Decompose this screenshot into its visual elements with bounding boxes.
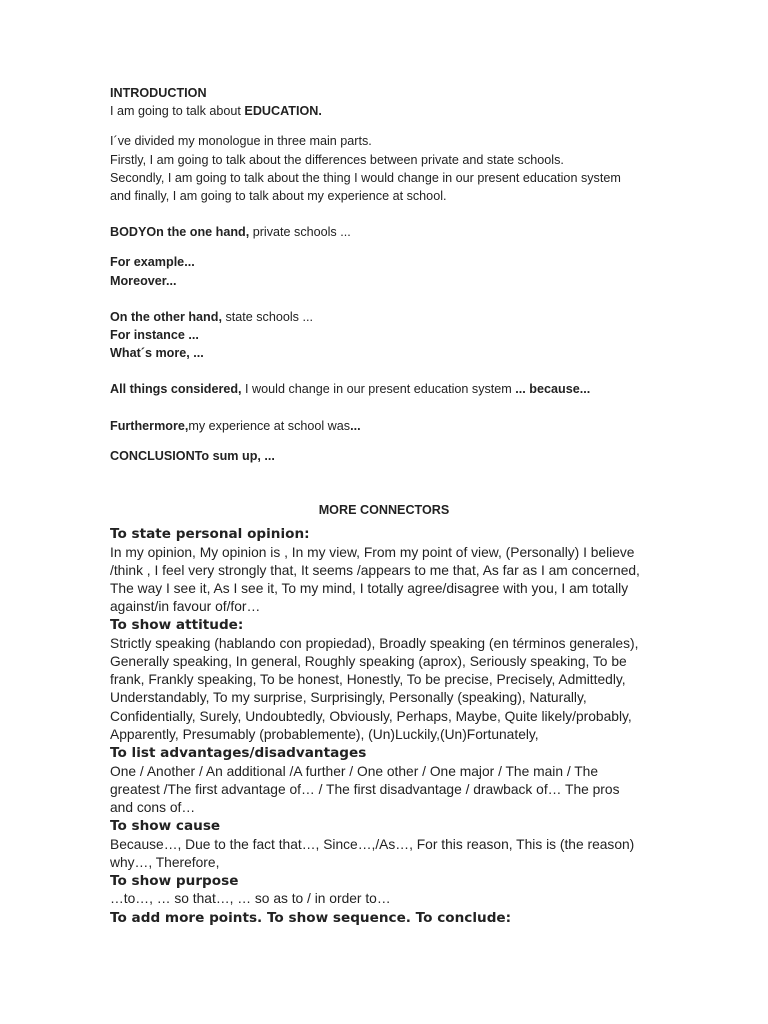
furthermore-end: ... [350,418,361,433]
plan-line: Firstly, I am going to talk about the differences between private and state schools. [110,152,564,167]
document-page [110,84,670,927]
intro-topic-line [110,102,670,120]
other-hand-line [110,308,670,326]
connector-section-line: Confidentially, Surely, Undoubtedly, Obviously, Perhaps, Maybe, Quite likely/probably, [110,708,632,724]
connector-section-line: greatest /The first advantage of… / The first disadvantage / drawback of… The pros [110,781,620,797]
plan-line: and finally, I am going to talk about my experience at school. [110,189,447,204]
furthermore-line [110,417,670,435]
other-hand-label: On the other hand, [110,309,222,324]
body-intro-line [110,223,670,241]
plan-line: Secondly, I am going to talk about the thing I would change in our present education system [110,170,621,185]
furthermore-label: Furthermore, [110,418,189,433]
for-instance-line: For instance ... [110,328,199,343]
connector-section-heading: To add more points. To show sequence. To conclude: [110,909,512,926]
conclusion-line: CONCLUSIONTo sum up, ... [110,448,275,463]
connector-section-line: and cons of… [110,799,196,815]
considered-line [110,380,670,398]
body-text: private schools ... [249,225,351,240]
connector-section-heading: To list advantages/disadvantages [110,745,367,762]
connector-section-line: One / Another / An additional /A further / One other / One major / The main / The [110,763,599,779]
connectors-title: MORE CONNECTORS [318,503,450,518]
connector-section-line: Strictly speaking (hablando con propiedad), Broadly speaking (en términos generales), [110,635,639,651]
connector-section-heading: To show cause [110,818,221,835]
considered-end: ... because... [515,382,591,397]
plan-line: I´ve divided my monologue in three main parts. [110,134,372,149]
other-hand-text: state schools ... [221,309,313,324]
considered-label: All things considered, [110,382,242,397]
for-example-line: For example... [110,255,195,270]
moreover-line: Moreover... [110,273,177,288]
connector-section-line: Apparently, Presumably (probablemente), (Un)Luckily,(Un)Fortunately, [110,726,539,742]
connector-section-line: Generally speaking, In general, Roughly speaking (aprox), Seriously speaking, To be [110,654,627,670]
connectors-sections [110,525,670,927]
connector-section-line: Because…, Due to the fact that…, Since…,/As…, For this reason, This is (the reason) [110,836,635,852]
connector-section-line: frank, Frankly speaking, To be honest, Honestly, To be precise, Precisely, Admittedly, [110,672,626,688]
connector-section-line: why…, Therefore, [110,854,220,870]
intro-heading: INTRODUCTION [110,86,207,100]
furthermore-text: my experience at school was [188,418,351,433]
connector-section-heading: To show attitude: [110,617,244,634]
considered-text: I would change in our present education system [241,382,516,397]
connector-section-line: The way I see it, As I see it, To my mind, I totally agree/disagree with you, I am totally [110,581,629,597]
connector-section-line: Understandably, To my surprise, Surprisingly, Personally (speaking), Naturally, [110,690,587,706]
whats-more-line: What´s more, ... [110,346,204,361]
connector-section-heading: To state personal opinion: [110,526,310,543]
connector-section-heading: To show purpose [110,872,239,889]
connector-section-line: …to…, … so that…, … so as to / in order to… [110,891,391,907]
intro-topic: EDUCATION. [244,104,322,119]
connector-section-line: /think , I feel very strongly that, It seems /appears to me that, As far as I am concerned, [110,562,640,578]
connector-section-line: against/in favour of/for… [110,599,261,615]
body-label: BODYOn the one hand, [110,225,250,240]
intro-talk-prefix: I am going to talk about [110,104,245,119]
connector-section-line: In my opinion, My opinion is , In my view, From my point of view, (Personally) I believe [110,544,635,560]
